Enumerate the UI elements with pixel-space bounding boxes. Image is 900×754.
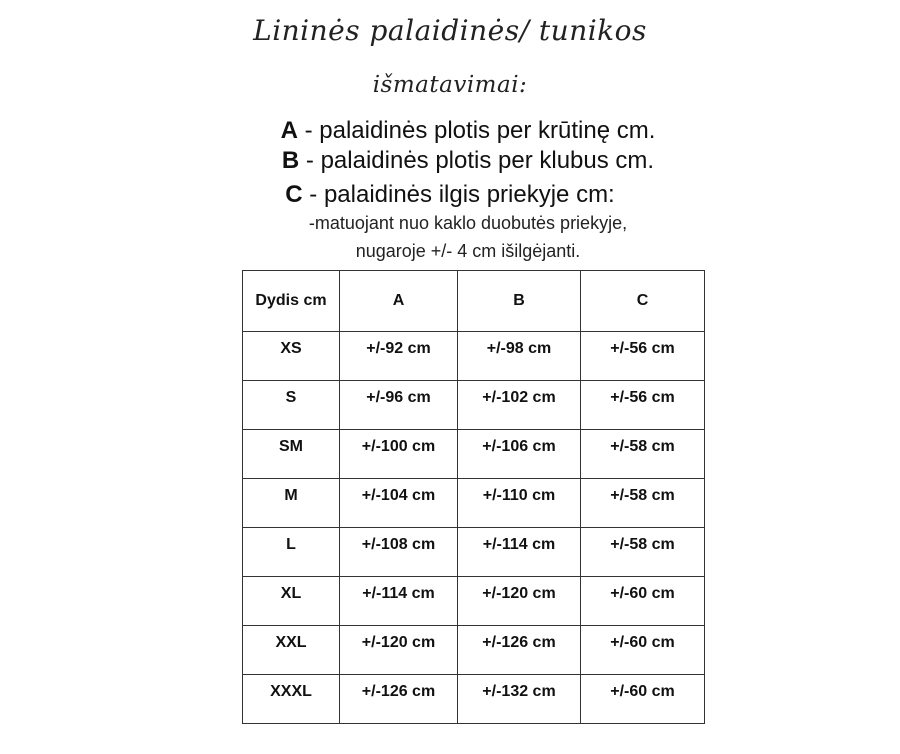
b-cell: +/-132 cm xyxy=(458,675,581,724)
c-cell: +/-56 cm xyxy=(581,332,705,381)
definition-text: - palaidinės plotis per klubus cm. xyxy=(299,147,655,174)
a-cell: +/-100 cm xyxy=(340,430,458,479)
page-subtitle: išmatavimai: xyxy=(372,72,528,98)
definition-c xyxy=(0,180,900,210)
definition-text: - palaidinės plotis per krūtinę cm. xyxy=(297,117,656,144)
a-cell: +/-104 cm xyxy=(340,479,458,528)
size-cell: XL xyxy=(243,577,340,626)
header-a: A xyxy=(340,271,458,332)
page-title: Lininės palaidinės/ tunikos xyxy=(253,14,647,47)
b-cell: +/-106 cm xyxy=(458,430,581,479)
table-row xyxy=(243,528,705,577)
b-cell: +/-114 cm xyxy=(458,528,581,577)
b-cell: +/-98 cm xyxy=(458,332,581,381)
b-cell: +/-110 cm xyxy=(458,479,581,528)
size-cell: SM xyxy=(243,430,340,479)
definition-key: A xyxy=(280,117,298,144)
definition-b xyxy=(18,146,900,176)
table-row xyxy=(243,381,705,430)
c-cell: +/-56 cm xyxy=(581,381,705,430)
definition-key: B xyxy=(281,147,300,174)
definition-key: C xyxy=(285,181,303,208)
size-cell: XS xyxy=(243,332,340,381)
header-size: Dydis cm xyxy=(243,271,340,332)
c-cell: +/-58 cm xyxy=(581,430,705,479)
b-cell: +/-126 cm xyxy=(458,626,581,675)
b-cell: +/-120 cm xyxy=(458,577,581,626)
size-cell: XXL xyxy=(243,626,340,675)
measurement-note-line-2: nugaroje +/- 4 cm išilgėjanti. xyxy=(355,241,581,261)
size-cell: M xyxy=(243,479,340,528)
table-row xyxy=(243,479,705,528)
table-row xyxy=(243,577,705,626)
a-cell: +/-96 cm xyxy=(340,381,458,430)
definition-text: - palaidinės ilgis priekyje cm: xyxy=(302,181,615,208)
header-c: C xyxy=(581,271,705,332)
c-cell: +/-58 cm xyxy=(581,479,705,528)
b-cell: +/-102 cm xyxy=(458,381,581,430)
table-row xyxy=(243,626,705,675)
measurement-note-line-1: -matuojant nuo kaklo duobutės priekyje, xyxy=(308,213,628,233)
size-cell: S xyxy=(243,381,340,430)
table-row xyxy=(243,332,705,381)
a-cell: +/-114 cm xyxy=(340,577,458,626)
size-table xyxy=(242,270,705,724)
header-b: B xyxy=(458,271,581,332)
size-cell: XXXL xyxy=(243,675,340,724)
table-header-row xyxy=(243,271,705,332)
c-cell: +/-60 cm xyxy=(581,626,705,675)
a-cell: +/-92 cm xyxy=(340,332,458,381)
c-cell: +/-60 cm xyxy=(581,675,705,724)
c-cell: +/-58 cm xyxy=(581,528,705,577)
table-row xyxy=(243,430,705,479)
c-cell: +/-60 cm xyxy=(581,577,705,626)
a-cell: +/-126 cm xyxy=(340,675,458,724)
size-cell: L xyxy=(243,528,340,577)
a-cell: +/-120 cm xyxy=(340,626,458,675)
a-cell: +/-108 cm xyxy=(340,528,458,577)
definition-a xyxy=(18,116,900,146)
table-row xyxy=(243,675,705,724)
